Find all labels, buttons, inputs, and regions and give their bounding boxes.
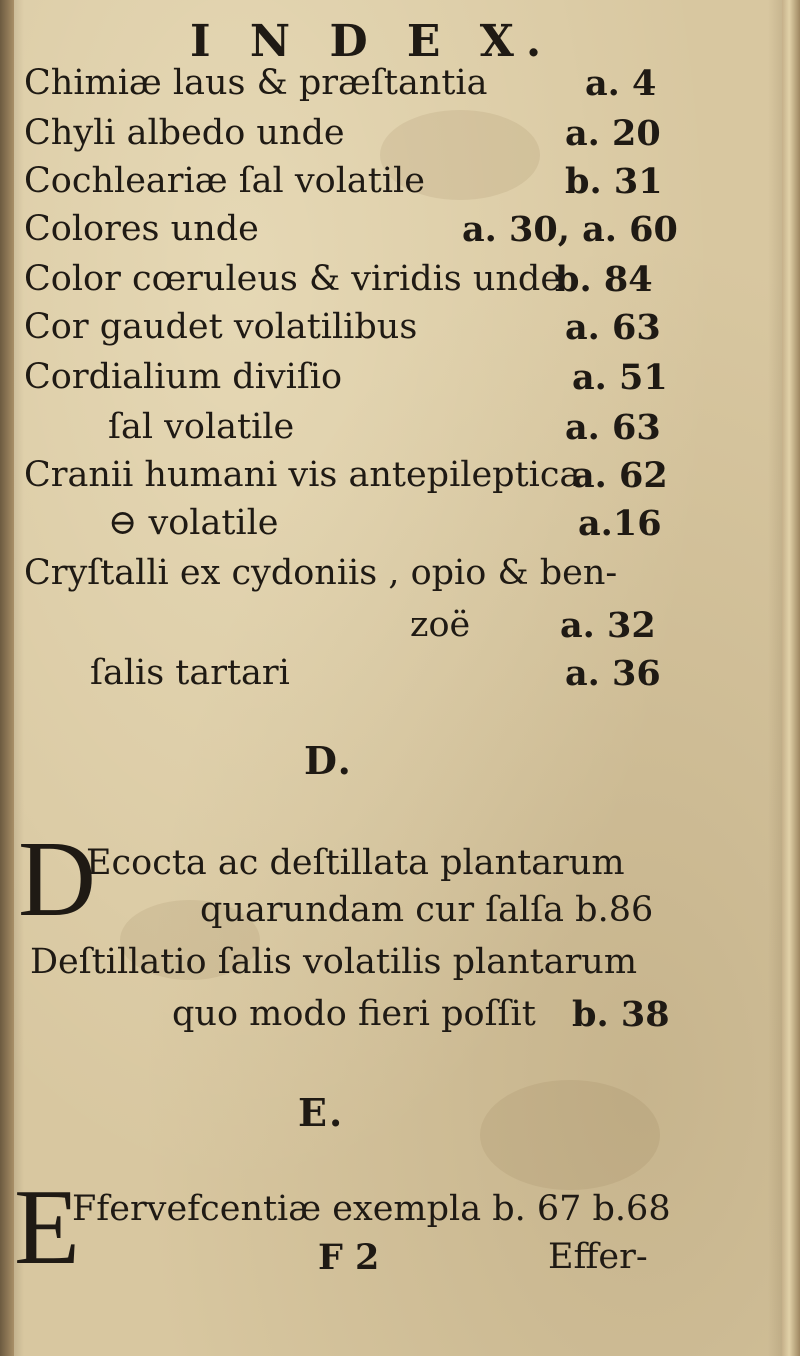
- section-letter-d: D.: [304, 738, 353, 783]
- index-entry: Colores unde: [24, 209, 259, 249]
- page-title: I N D E X.: [190, 16, 554, 67]
- index-entry: Chimiæ laus & præſtantia: [24, 63, 488, 103]
- index-entry: Ecocta ac deſtillata plantarum: [86, 843, 625, 883]
- page-ref: b. 31: [565, 161, 663, 202]
- page-ref: b. 38: [572, 994, 670, 1035]
- index-entry: Cochleariæ ſal volatile: [24, 161, 425, 201]
- page-ref: a.16: [578, 503, 662, 544]
- page-ref: a. 30, a. 60: [462, 209, 678, 250]
- index-entry: zoë: [410, 605, 471, 645]
- signature-mark: F 2: [318, 1237, 380, 1278]
- index-entry: ſalis tartari: [90, 653, 290, 693]
- index-entry: Cranii humani vis antepileptica: [24, 455, 581, 495]
- index-entry: ⊖ volatile: [108, 503, 279, 543]
- page-ref: a. 4: [585, 63, 657, 104]
- catchword: Effer-: [548, 1237, 648, 1277]
- page-ref: a. 51: [572, 357, 668, 398]
- index-entry: Ffervefcentiæ exempla b. 67 b.68: [72, 1189, 671, 1229]
- page-ref: a. 62: [572, 455, 668, 496]
- index-entry: Chyli albedo unde: [24, 113, 345, 153]
- index-entry: Color cœruleus & viridis unde: [24, 259, 562, 299]
- page-gutter: [0, 0, 14, 1356]
- page-ref: a. 63: [565, 307, 661, 348]
- index-entry: quo modo fieri poſſit: [172, 994, 536, 1034]
- index-entry: ſal volatile: [108, 407, 295, 447]
- page-ref: a. 36: [565, 653, 661, 694]
- dropcap-e: E: [14, 1168, 80, 1287]
- section-letter-e: E.: [298, 1090, 345, 1135]
- index-entry: Deſtillatio ſalis volatilis plantarum: [30, 942, 638, 982]
- page-ref: a. 32: [560, 605, 656, 646]
- index-entry: quarundam cur ſalſa b.86: [200, 890, 654, 930]
- index-entry: Cryſtalli ex cydoniis , opio & ben-: [24, 553, 618, 593]
- page-ref: a. 63: [565, 407, 661, 448]
- page-edge: [782, 0, 800, 1356]
- dropcap-d: D: [18, 820, 96, 939]
- page-ref: b. 84: [555, 259, 653, 300]
- index-entry: Cordialium diviſio: [24, 357, 343, 397]
- index-entry: Cor gaudet volatilibus: [24, 307, 418, 347]
- page-ref: a. 20: [565, 113, 661, 154]
- paper-stain: [480, 1080, 660, 1190]
